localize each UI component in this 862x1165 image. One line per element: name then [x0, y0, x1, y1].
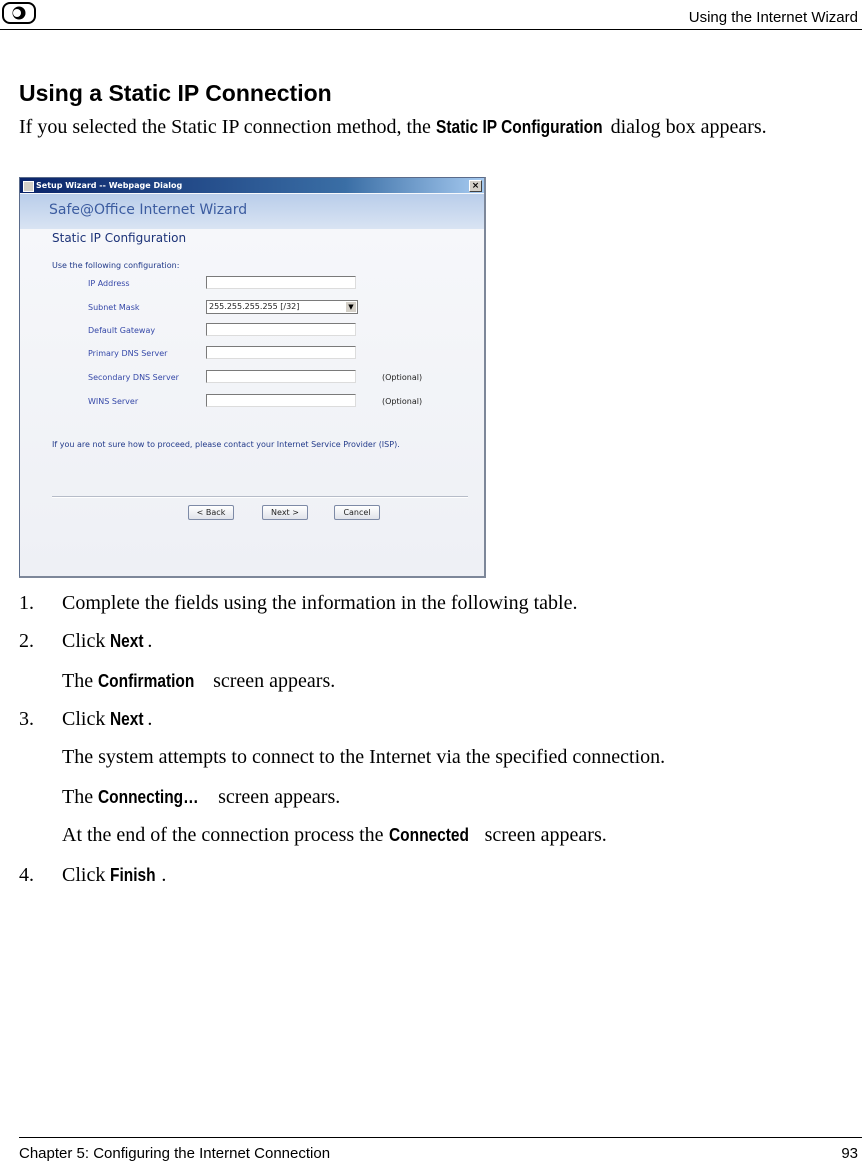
- step-text-post: screen appears.: [479, 824, 607, 846]
- close-icon[interactable]: ×: [469, 180, 482, 192]
- secondary-dns-optional-note: (Optional): [382, 373, 423, 382]
- primary-dns-label: Primary DNS Server: [88, 349, 168, 358]
- secondary-dns-label: Secondary DNS Server: [88, 373, 179, 382]
- subnet-mask-label: Subnet Mask: [88, 303, 140, 312]
- step-term: Next: [110, 709, 144, 729]
- running-header-title: Using the Internet Wizard: [688, 9, 858, 26]
- dialog-help-text: If you are not sure how to proceed, please contact your Internet Service Provider (ISP).: [52, 440, 400, 449]
- footer-rule: [19, 1137, 862, 1138]
- intro-paragraph: [19, 114, 819, 141]
- step-text: [62, 864, 166, 887]
- step-text: [62, 824, 607, 847]
- product-logo-icon: [2, 2, 36, 24]
- default-gateway-input[interactable]: [206, 323, 356, 336]
- step-number: 4.: [19, 864, 34, 886]
- step-number: 1.: [19, 592, 34, 614]
- static-ip-dialog-screenshot: [19, 177, 486, 578]
- step-text-pre: Click: [62, 630, 111, 652]
- back-button[interactable]: < Back: [188, 505, 234, 520]
- default-gateway-label: Default Gateway: [88, 326, 156, 335]
- window-icon: [23, 181, 34, 192]
- intro-text-after: dialog box appears.: [605, 116, 767, 138]
- step-text-pre: The: [62, 670, 99, 692]
- ip-address-label: IP Address: [88, 279, 130, 288]
- cancel-button[interactable]: Cancel: [334, 505, 380, 520]
- step-term: Finish: [110, 865, 156, 885]
- intro-term: Static IP Configuration: [435, 117, 603, 137]
- step-text: [62, 670, 335, 693]
- chevron-down-icon[interactable]: ▼: [346, 302, 356, 312]
- wins-server-label: WINS Server: [88, 397, 139, 406]
- footer-chapter-title: Chapter 5: Configuring the Internet Connection: [19, 1145, 331, 1162]
- step-text: [62, 630, 152, 653]
- step-number: 2.: [19, 630, 34, 652]
- section-heading: Using a Static IP Connection: [19, 80, 332, 106]
- step-text-pre: At the end of the connection process the: [62, 824, 389, 846]
- step-text-post: .: [147, 708, 153, 730]
- step-text-pre: The: [62, 786, 99, 808]
- dialog-window-title: Setup Wizard -- Webpage Dialog: [36, 181, 183, 190]
- dialog-titlebar: [20, 178, 484, 193]
- step-text: [62, 786, 340, 809]
- next-button[interactable]: Next >: [262, 505, 308, 520]
- step-text: Complete the fields using the information in the following table.: [62, 592, 578, 614]
- dialog-separator: [52, 496, 468, 498]
- header-rule: [0, 29, 862, 30]
- subnet-mask-value: 255.255.255.255 [/32]: [209, 302, 300, 311]
- wins-server-optional-note: (Optional): [382, 397, 423, 406]
- wizard-brand-title: Safe@Office Internet Wizard: [49, 202, 248, 218]
- primary-dns-input[interactable]: [206, 346, 356, 359]
- dialog-instruction: Use the following configuration:: [52, 261, 180, 270]
- step-text-pre: Click: [62, 708, 111, 730]
- secondary-dns-input[interactable]: [206, 370, 356, 383]
- intro-text-before: If you selected the Static IP connection method, the: [19, 116, 436, 138]
- subnet-mask-select[interactable]: [206, 300, 358, 314]
- page-number: 93: [841, 1145, 858, 1162]
- step-text-post: screen appears.: [213, 786, 341, 808]
- step-term: Connected: [388, 825, 469, 845]
- step-text: The system attempts to connect to the Internet via the specified connection.: [62, 746, 666, 768]
- wins-server-input[interactable]: [206, 394, 356, 407]
- step-text-post: .: [161, 864, 167, 886]
- ip-address-input[interactable]: [206, 276, 356, 289]
- step-term: Confirmation: [98, 671, 195, 691]
- step-text-post: screen appears.: [208, 670, 336, 692]
- step-text: [62, 708, 152, 731]
- step-text-pre: Click: [62, 864, 111, 886]
- dialog-heading: Static IP Configuration: [52, 231, 187, 245]
- step-term: Next: [110, 631, 144, 651]
- step-text-post: .: [147, 630, 153, 652]
- step-number: 3.: [19, 708, 34, 730]
- step-term: Connecting…: [98, 787, 199, 807]
